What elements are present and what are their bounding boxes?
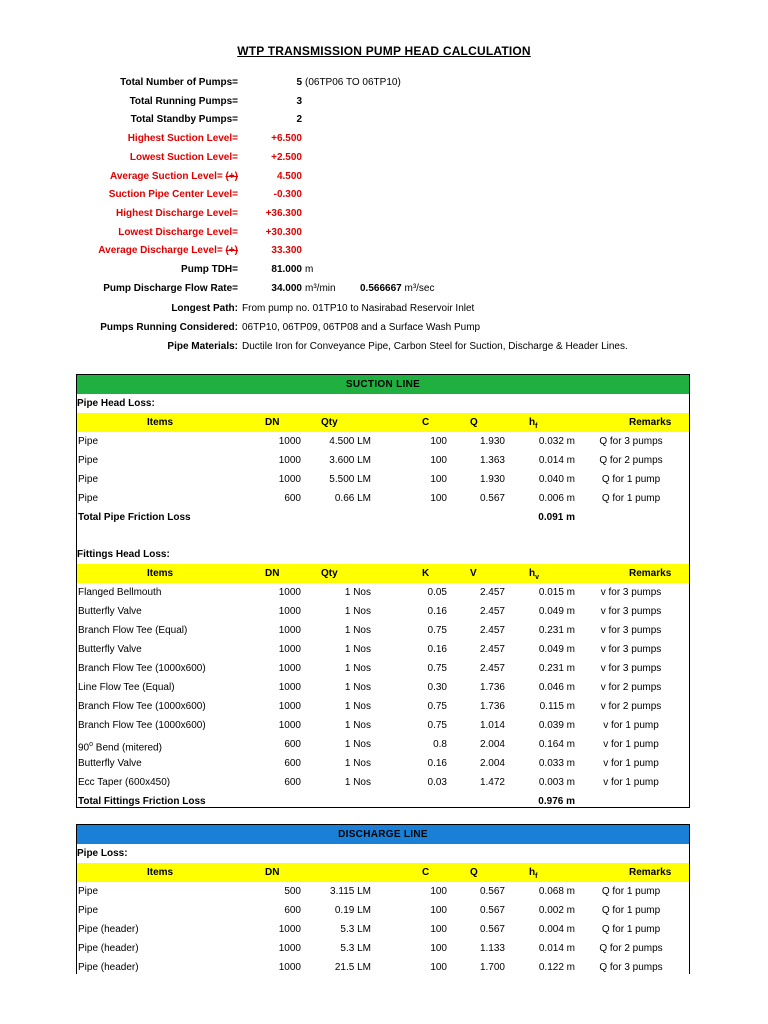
cell-coef: 100 [430,474,447,485]
header-head: $h_v$ [529,568,540,581]
cell-head: 0.039 m [538,720,575,731]
cell-head: 0.049 m [538,644,575,655]
cell-head: 0.231 m [538,625,575,636]
cell-item: Pipe [78,474,99,485]
info-row [0,322,768,340]
cell-dn: 1000 [278,587,301,598]
parameter-label: Lowest Discharge Level= [118,226,238,238]
cell-dn: 1000 [278,455,301,466]
parameter-value: +36.300 [265,207,302,219]
cell-item: Pipe [78,905,99,916]
cell-q: 0.567 [479,493,505,504]
parameter-value: 34.000 [271,282,302,294]
cell-head: 0.002 m [538,905,575,916]
cell-q: 1.736 [479,682,505,693]
cell-remarks: Q for 1 pump [601,905,661,916]
parameter-value: 33.300 [271,245,302,257]
table-header-row [77,564,689,583]
cell-q: 1.736 [479,701,505,712]
parameter-row [0,77,768,95]
cell-dn: 1000 [278,606,301,617]
cell-dn: 600 [284,758,301,769]
cell-dn: 1000 [278,436,301,447]
cell-head: 0.068 m [538,886,575,897]
cell-item: Flanged Bellmouth [78,587,162,598]
table-row [77,920,689,939]
cell-item: Ecc Taper (600x450) [78,777,171,788]
cell-remarks: v for 2 pumps [600,682,662,693]
parameter-value-2: 0.566667 m³/sec [360,282,435,294]
header-head: $h_f$ [529,867,538,880]
cell-dn: 1000 [278,943,301,954]
cell-coef: 0.75 [427,663,447,674]
cell-q: 0.567 [479,886,505,897]
cell-q: 1.930 [479,474,505,485]
header-coef: C [422,417,430,428]
parameter-row [0,264,768,282]
cell-qty: 3.115 LM [330,886,371,897]
cell-q: 2.457 [479,663,505,674]
table-row [77,958,689,977]
cell-head: 0.032 m [538,436,575,447]
subscript: v [535,574,540,581]
parameter-row [0,114,768,132]
parameter-row [0,189,768,207]
cell-qty: 1 Nos [344,720,371,731]
cell-remarks: v for 3 pumps [600,625,662,636]
suction-line-table [76,374,690,808]
discharge-line-table [76,824,690,974]
cell-item: Line Flow Tee (Equal) [78,682,175,693]
header-dn: DN [265,568,280,579]
cell-q: 1.930 [479,436,505,447]
total-row [77,508,689,527]
total-label: Total Fittings Friction Loss [78,796,206,807]
cell-coef: 0.16 [427,758,447,769]
parameter-label: Pump Discharge Flow Rate= [103,282,238,294]
cell-q: 1.363 [479,455,505,466]
cell-coef: 100 [430,886,447,897]
cell-coef: 0.03 [427,777,447,788]
cell-dn: 600 [284,493,301,504]
cell-qty: 1 Nos [344,625,371,636]
cell-remarks: Q for 3 pumps [599,436,663,447]
cell-head: 0.015 m [538,587,575,598]
header-item: Items [147,417,174,428]
table-row [77,716,689,735]
cell-coef: 100 [430,924,447,935]
header-item: Items [147,867,174,878]
parameter-row [0,96,768,114]
parameter-label: Total Running Pumps= [129,95,238,107]
cell-qty: 1 Nos [344,644,371,655]
header-q: Q [470,417,478,428]
cell-q: 1.014 [479,720,505,731]
table-row [77,489,689,508]
parameter-unit: m³/min [305,282,336,294]
table-row [77,602,689,621]
section-band: DISCHARGE LINE [77,825,689,844]
parameter-value: 81.000 [271,264,302,275]
cell-q: 0.567 [479,905,505,916]
cell-q: 1.133 [479,943,505,954]
cell-dn: 1000 [278,962,301,973]
cell-qty: 1 Nos [344,682,371,693]
cell-item: Pipe (header) [78,943,139,954]
cell-head: 0.040 m [538,474,575,485]
header-remarks: Remarks [629,417,672,428]
cell-dn: 1000 [278,474,301,485]
cell-qty: 1 Nos [344,777,371,788]
header-qty: Qty [321,417,338,428]
cell-coef: 0.75 [427,720,447,731]
superscript: o [89,741,94,748]
cell-item: Butterfly Valve [78,758,142,769]
parameter-value: 5 [296,77,302,88]
cell-remarks: v for 1 pump [603,777,659,788]
cell-q: 1.472 [479,777,505,788]
cell-coef: 100 [430,943,447,954]
cell-coef: 100 [430,493,447,504]
info-label: Longest Path: [171,303,238,314]
parameter-label: Highest Discharge Level= [116,207,238,219]
info-label: Pumps Running Considered: [100,322,238,333]
parameter-row [0,208,768,226]
parameter-label: Highest Suction Level= [127,133,238,145]
parameter-value: +30.300 [265,226,302,238]
parameter-label: Average Suction Level= (+) [109,170,238,182]
info-row [0,341,768,359]
header-dn: DN [265,867,280,878]
cell-qty: 21.5 LM [334,962,371,973]
cell-qty: 5.3 LM [340,924,371,935]
cell-dn: 1000 [278,682,301,693]
pipe-loss-title: Pipe Loss: [77,848,128,859]
parameter-value: +2.500 [271,151,302,163]
cell-item: Pipe (header) [78,924,139,935]
cell-remarks: v for 2 pumps [600,701,662,712]
cell-qty: 1 Nos [344,739,371,750]
cell-remarks: v for 3 pumps [600,587,662,598]
cell-head: 0.004 m [538,924,575,935]
cell-head: 0.115 m [539,701,575,712]
table-row [77,470,689,489]
total-number: 0.091 [538,512,564,523]
cell-head: 0.231 m [538,663,575,674]
cell-item: Branch Flow Tee (1000x600) [78,720,206,731]
cell-qty: 1 Nos [344,606,371,617]
table-row [77,583,689,602]
cell-remarks: Q for 3 pumps [599,962,663,973]
cell-remarks: Q for 1 pump [601,474,661,485]
cell-remarks: Q for 2 pumps [599,455,663,466]
table-row [77,621,689,640]
parameter-value: 2 [296,114,302,126]
cell-head: 0.122 m [538,962,575,973]
cell-remarks: v for 1 pump [603,739,659,750]
cell-qty: 1 Nos [344,758,371,769]
cell-item: Pipe (header) [78,962,139,973]
cell-item: Butterfly Valve [78,606,142,617]
cell-dn: 1000 [278,720,301,731]
cell-dn: 600 [284,739,301,750]
table-row [77,678,689,697]
cell-coef: 100 [430,436,447,447]
cell-qty: 0.19 LM [334,905,371,916]
parameter-row [0,227,768,245]
cell-coef: 0.75 [427,701,447,712]
section-band: SUCTION LINE [77,375,689,394]
info-text: Ductile Iron for Conveyance Pipe, Carbon Steel for Suction, Discharge & Header Lines. [242,341,628,352]
parameter-label: Average Discharge Level= (+) [98,245,238,257]
cell-dn: 500 [284,886,301,897]
cell-item: Pipe [78,455,99,466]
cell-coef: 0.8 [433,739,447,750]
cell-dn: 600 [284,777,301,788]
cell-dn: 1000 [278,625,301,636]
cell-q: 0.567 [479,924,505,935]
table-row [77,451,689,470]
cell-coef: 0.30 [427,682,447,693]
cell-qty: 5.3 LM [340,943,371,954]
cell-head: 0.033 m [538,758,575,769]
parameter-value: 4.500 [276,170,302,182]
table-header-row [77,413,689,432]
cell-q: 2.457 [479,587,505,598]
cell-dn: 1000 [278,701,301,712]
table-row [77,432,689,451]
parameter-unit: m [305,264,314,275]
info-text: From pump no. 01TP10 to Nasirabad Reservoir Inlet [242,303,475,314]
page-title: WTP TRANSMISSION PUMP HEAD CALCULATION [237,44,531,58]
parameter-value-2-number: 0.566667 [360,282,402,294]
cell-item: Pipe [78,493,99,504]
table-row [77,754,689,773]
info-text: 06TP10, 06TP09, 06TP08 and a Surface Wash Pump [242,322,481,333]
header-head: $h_f$ [529,417,538,430]
cell-qty: 4.500 LM [329,436,371,447]
total-row [77,792,689,811]
parameter-row [0,245,768,263]
cell-q: 2.004 [479,758,505,769]
cell-dn: 600 [284,905,301,916]
total-value: 0.976 m [538,796,575,807]
cell-q: 2.004 [479,739,505,750]
total-value: 0.091 m [538,512,575,523]
pipe-loss-title: Pipe Head Loss: [77,398,155,409]
table-row [77,659,689,678]
cell-head: 0.014 m [538,943,575,954]
parameter-value: -0.300 [273,189,302,201]
info-row [0,303,768,321]
parameter-row [0,171,768,189]
cell-head: 0.003 m [538,777,575,788]
cell-coef: 0.16 [427,606,447,617]
subscript: f [535,423,538,430]
cell-qty: 1 Nos [344,663,371,674]
cell-item: 90$^o$ Bend (mitered) [78,741,162,754]
cell-dn: 1000 [278,644,301,655]
cell-qty: 1 Nos [344,701,371,712]
parameter-value: +6.500 [271,133,302,145]
cell-coef: 0.75 [427,625,447,636]
strike-mark: (+) [225,245,238,257]
cell-head: 0.049 m [538,606,575,617]
header-item: Items [147,568,174,579]
cell-head: 0.006 m [538,493,575,504]
cell-coef: 100 [430,905,447,916]
cell-dn: 1000 [278,663,301,674]
cell-q: 2.457 [479,625,505,636]
cell-dn: 1000 [278,924,301,935]
table-row [77,882,689,901]
header-coef: K [422,568,430,579]
cell-qty: 0.66 LM [334,493,371,504]
table-row [77,735,689,754]
total-number: 0.976 [538,796,564,807]
cell-qty: 3.600 LM [329,455,371,466]
cell-coef: 0.05 [427,587,447,598]
cell-qty: 1 Nos [344,587,371,598]
parameter-label: Lowest Suction Level= [129,151,238,163]
header-remarks: Remarks [629,568,672,579]
header-remarks: Remarks [629,867,672,878]
cell-remarks: v for 3 pumps [600,663,662,674]
header-q: Q [470,867,478,878]
table-row [77,697,689,716]
cell-item: Branch Flow Tee (1000x600) [78,663,206,674]
cell-remarks: v for 3 pumps [600,644,662,655]
subscript: f [535,873,538,880]
cell-remarks: v for 1 pump [603,720,659,731]
strike-mark: (+) [225,170,238,182]
cell-coef: 100 [430,962,447,973]
cell-qty: 5.500 LM [329,474,371,485]
header-qty: Qty [321,568,338,579]
info-label: Pipe Materials: [167,341,238,352]
cell-remarks: Q for 1 pump [601,924,661,935]
cell-q: 1.700 [479,962,505,973]
header-dn: DN [265,417,280,428]
cell-item: Branch Flow Tee (1000x600) [78,701,206,712]
cell-head: 0.164 m [538,739,575,750]
cell-q: 2.457 [479,606,505,617]
parameter-value: 3 [296,95,302,107]
cell-remarks: Q for 2 pumps [599,943,663,954]
parameter-note: (06TP06 TO 06TP10) [305,77,401,88]
parameter-row [0,283,768,301]
table-row [77,901,689,920]
cell-item: Pipe [78,436,99,447]
cell-item: Branch Flow Tee (Equal) [78,625,188,636]
cell-item: Butterfly Valve [78,644,142,655]
table-header-row [77,863,689,882]
cell-remarks: v for 3 pumps [600,606,662,617]
table-row [77,939,689,958]
cell-head: 0.046 m [538,682,575,693]
header-q: V [470,568,477,579]
parameter-label: Total Number of Pumps= [120,77,238,88]
parameter-label: Suction Pipe Center Level= [108,189,238,201]
parameter-label: Total Standby Pumps= [130,114,238,126]
table-row [77,773,689,792]
cell-coef: 100 [430,455,447,466]
cell-remarks: v for 1 pump [603,758,659,769]
cell-remarks: Q for 1 pump [601,886,661,897]
table-row [77,640,689,659]
parameter-label: Pump TDH= [181,264,238,275]
cell-head: 0.014 m [538,455,575,466]
cell-q: 2.457 [479,644,505,655]
cell-remarks: Q for 1 pump [601,493,661,504]
cell-coef: 0.16 [427,644,447,655]
cell-item: Pipe [78,886,99,897]
fittings-loss-title: Fittings Head Loss: [77,549,170,560]
total-label: Total Pipe Friction Loss [78,512,191,523]
parameter-row [0,152,768,170]
parameter-row [0,133,768,151]
header-coef: C [422,867,430,878]
